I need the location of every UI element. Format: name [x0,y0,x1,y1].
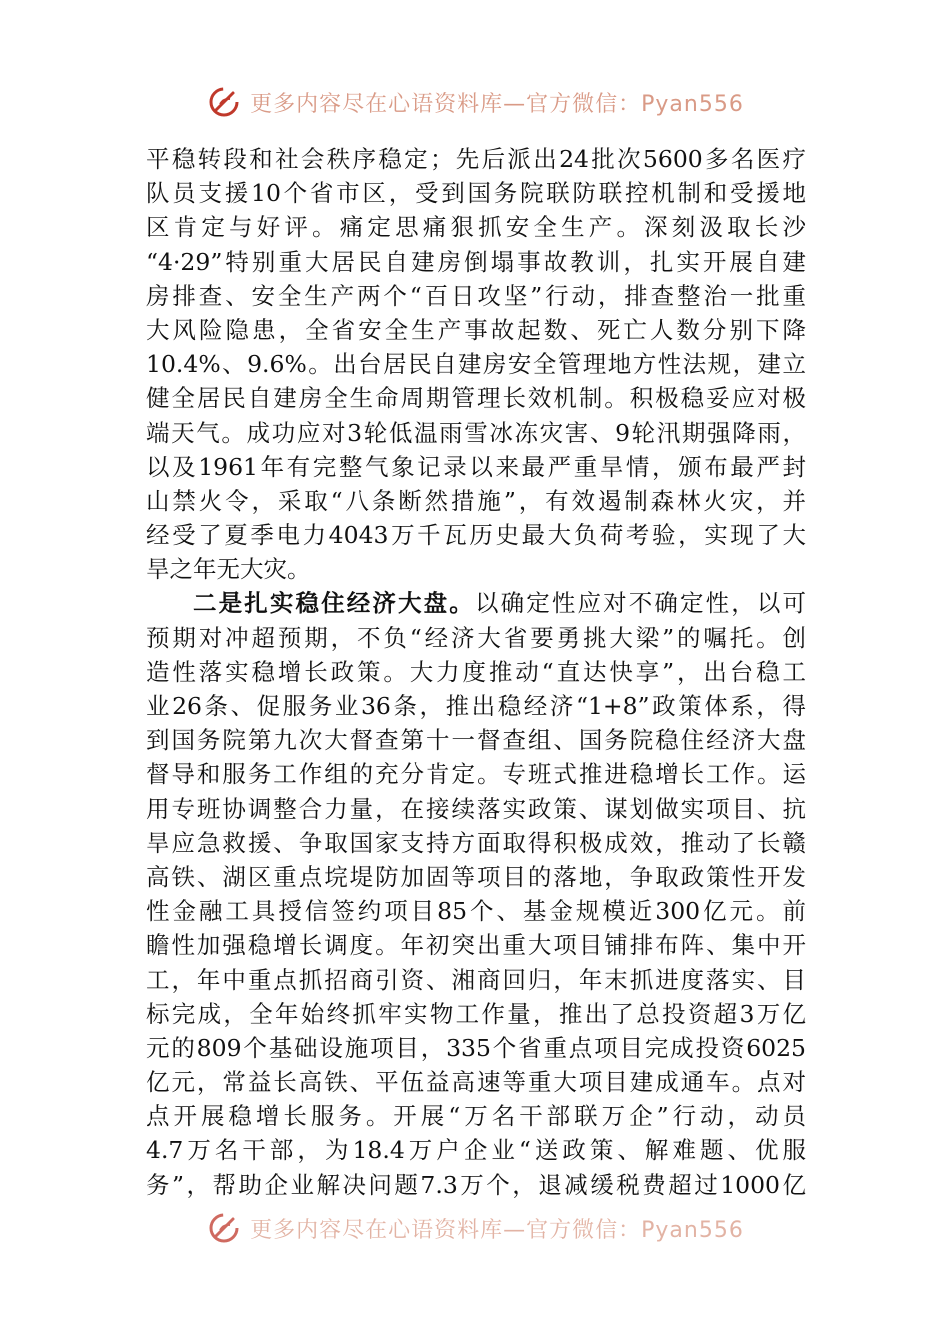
text-span: 以确定性应对不确定性，以可 [474,589,806,618]
text-line: 造性落实稳增长政策。大力度推动“直达快享”，出台稳工 [146,657,806,686]
watermark-logo-icon [206,1210,242,1246]
text-line: 性金融工具授信签约项目85个、基金规模近300亿元。前 [146,897,806,926]
text-line: 工，年中重点抓招商引资、湘商回归，年末抓进度落实、目 [146,965,806,994]
text-line: 端天气。成功应对3轮低温雨雪冰冻灾害、9轮汛期强降雨， [146,418,806,447]
paragraph-1 [146,142,806,586]
text-line: 亿元，常益长高铁、平伍益高速等重大项目建成通车。点对 [146,1068,806,1097]
text-line: 务”，帮助企业解决问题7.3万个，退减缓税费超过1000亿 [146,1170,806,1199]
text-line: “4·29”特别重大居民自建房倒塌事故教训，扎实开展自建 [146,247,806,276]
text-line: 区肯定与好评。痛定思痛狠抓安全生产。深刻汲取长沙 [146,213,806,242]
watermark-logo-icon [206,84,242,120]
text-line: 高铁、湖区重点垸堤防加固等项目的落地，争取政策性开发 [146,862,806,891]
text-line: 点开展稳增长服务。开展“万名干部联万企”行动，动员 [146,1102,806,1131]
text-line: 用专班协调整合力量，在接续落实政策、谋划做实项目、抗 [146,794,806,823]
paragraph-2-first-line [146,586,806,620]
watermark-text: 更多内容尽在心语资料库—官方微信：Pyan556 [250,1217,744,1243]
paragraph-2 [146,586,806,1201]
document-body [146,142,806,1202]
text-line: 业26条、促服务业36条，推出稳经济“1+8”政策体系，得 [146,692,806,720]
text-line: 健全居民自建房全生命周期管理长效机制。积极稳妥应对极 [146,384,806,413]
text-line: 督导和服务工作组的充分肯定。专班式推进稳增长工作。运 [146,760,806,789]
watermark-header [0,80,950,124]
text-line: 元的809个基础设施项目，335个省重点项目完成投资6025 [146,1033,806,1062]
text-line: 山禁火令，采取“八条断然措施”，有效遏制森林火灾，并 [146,486,806,515]
text-line: 房排查、安全生产两个“百日攻坚”行动，排查整治一批重 [146,281,806,310]
text-line: 以及1961年有完整气象记录以来最严重旱情，颁布最严封 [146,452,806,481]
watermark-footer [0,1206,950,1250]
text-line: 队员支援10个省市区，受到国务院联防联控机制和受援地 [146,179,806,208]
section-heading: 二是扎实稳住经济大盘。 [193,589,475,618]
text-line: 平稳转段和社会秩序稳定；先后派出24批次5600多名医疗 [146,145,806,173]
text-line: 到国务院第九次大督查第十一督查组、国务院稳住经济大盘 [146,726,806,755]
watermark-text: 更多内容尽在心语资料库—官方微信：Pyan556 [250,91,744,117]
text-line: 瞻性加强稳增长调度。年初突出重大项目铺排布阵、集中开 [146,931,806,960]
text-line: 大风险隐患，全省安全生产事故起数、死亡人数分别下降 [146,315,806,344]
text-line: 10.4%、9.6%。出台居民自建房安全管理地方性法规，建立 [146,350,806,379]
text-line: 旱应急救援、争取国家支持方面取得积极成效，推动了长赣 [146,828,806,857]
text-line: 预期对冲超预期，不负“经济大省要勇挑大梁”的嘱托。创 [146,623,806,652]
text-line: 标完成，全年始终抓牢实物工作量，推出了总投资超3万亿 [146,999,806,1028]
text-line: 旱之年无大灾。 [146,555,311,584]
text-line: 4.7万名干部，为18.4万户企业“送政策、解难题、优服 [146,1136,806,1165]
text-line: 经受了夏季电力4043万千瓦历史最大负荷考验，实现了大 [146,521,806,550]
